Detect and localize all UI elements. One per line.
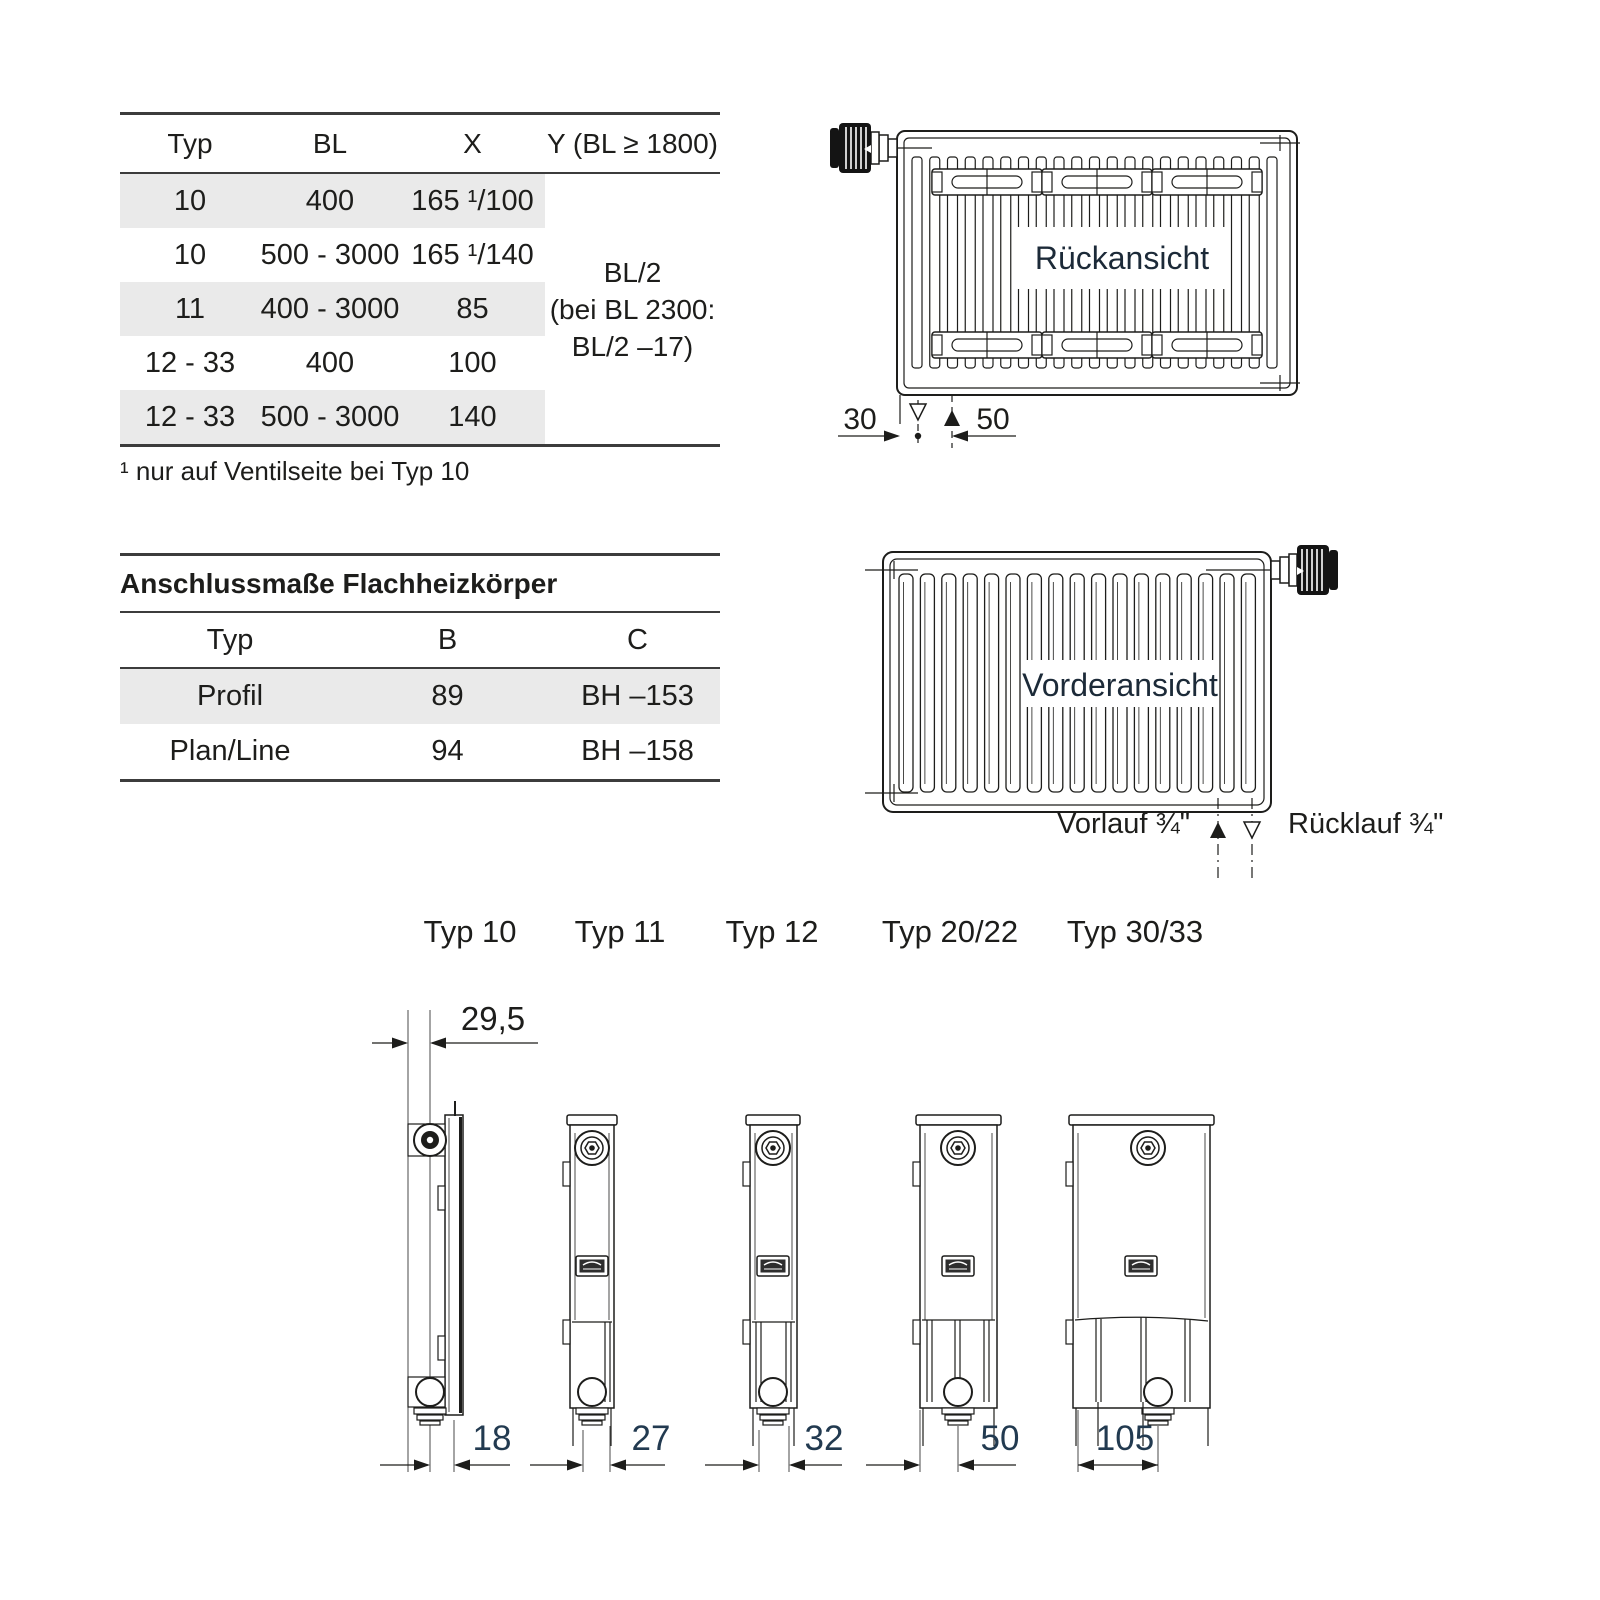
connection-table-title: Anschlussmaße Flachheizkörper: [120, 556, 720, 613]
table-row: [120, 336, 545, 390]
cell-bl: 500 - 3000: [260, 400, 400, 433]
table-row: [120, 174, 545, 228]
connection-table: [120, 553, 720, 782]
cell-typ: Profil: [196, 680, 264, 712]
cell-x: 85: [456, 292, 489, 325]
type-label-12: Typ 12: [725, 914, 819, 949]
table-footnote: ¹ nur auf Ventilseite bei Typ 10: [120, 456, 470, 486]
type-label-10: Typ 10: [423, 914, 517, 949]
cell-x: 165 ¹/100: [411, 184, 534, 217]
table-row: [120, 669, 720, 724]
dimension-table: [120, 112, 720, 447]
front-view-label: Vorderansicht: [1022, 667, 1218, 703]
table-row: [120, 390, 545, 444]
table-row: [120, 282, 545, 336]
dim-50: 50: [976, 403, 1010, 436]
return-label: Rücklauf ¾": [1288, 808, 1444, 840]
cell-bl: 400 - 3000: [260, 292, 400, 325]
cell-typ: 10: [173, 238, 207, 271]
col-header-typ: Typ: [167, 127, 213, 159]
cell-typ: Plan/Line: [169, 735, 291, 767]
type-label-30-33: Typ 30/33: [1066, 914, 1204, 949]
dim-wall-distance: 29,5: [460, 1000, 526, 1037]
profile-typ-10: [372, 1010, 538, 1472]
col-header-bl: BL: [312, 127, 348, 159]
col-header-y: Y (BL ≥ 1800): [546, 127, 719, 159]
cell-b: 94: [431, 735, 464, 767]
dim-depth-18: 18: [472, 1419, 512, 1458]
dim-depth-32: 32: [804, 1419, 844, 1458]
back-view-label: Rückansicht: [1034, 240, 1210, 276]
cell-bl: 400: [305, 184, 355, 217]
col-header-typ: Typ: [206, 623, 254, 656]
cell-x: 140: [448, 400, 497, 433]
dim-depth-27: 27: [631, 1419, 671, 1458]
type-label-20-22: Typ 20/22: [881, 914, 1019, 949]
cell-x: 165 ¹/140: [411, 238, 534, 271]
type-label-11: Typ 11: [574, 914, 666, 949]
cell-typ: 12 - 33: [144, 346, 236, 379]
y-cell-line: BL/2 –17): [571, 330, 694, 362]
dimension-table-header: [120, 115, 720, 174]
cell-typ: 10: [173, 184, 207, 217]
cell-x: 100: [448, 346, 497, 379]
cell-c: BH –158: [581, 735, 694, 767]
col-header-b: B: [437, 623, 458, 656]
front-view-drawing: [850, 530, 1444, 890]
cell-c: BH –153: [581, 680, 694, 712]
cell-typ: 11: [174, 292, 206, 325]
cell-typ: 12 - 33: [144, 400, 236, 433]
type-profiles-drawing: [360, 890, 1260, 1490]
cell-b: 89: [431, 680, 464, 712]
col-header-c: C: [627, 623, 648, 656]
dim-30: 30: [843, 403, 877, 436]
cell-bl: 500 - 3000: [260, 238, 400, 271]
back-view-drawing: [800, 110, 1300, 455]
dimension-table-body: [120, 174, 720, 444]
dim-depth-105: 105: [1095, 1419, 1155, 1458]
y-cell-line: BL/2: [603, 256, 662, 288]
dim-depth-50: 50: [980, 1419, 1020, 1458]
cell-bl: 400: [305, 346, 355, 379]
col-header-x: X: [463, 127, 482, 159]
y-cell-line: (bei BL 2300:: [549, 293, 716, 325]
connection-table-header: [120, 613, 720, 669]
profiles-svg: [360, 890, 1260, 1490]
table-row: [120, 724, 720, 779]
table-row: [120, 228, 545, 282]
supply-label: Vorlauf ¾": [1057, 808, 1190, 840]
merged-y-cell: [545, 174, 720, 444]
